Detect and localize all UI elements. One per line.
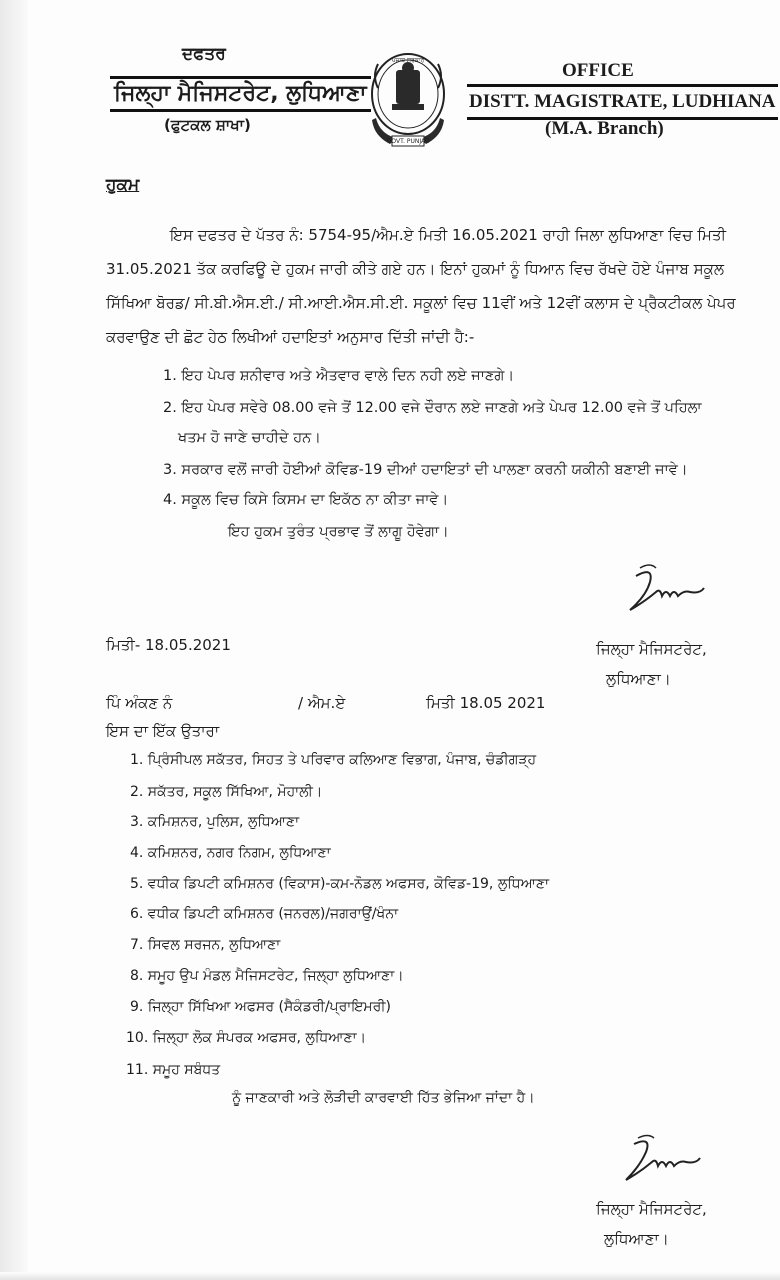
order-date: ਮਿਤੀ- 18.05.2021 bbox=[106, 636, 231, 654]
condition-item-continued: ਖਤਮ ਹੋ ਜਾਣੇ ਚਾਹੀਦੇ ਹਨ। bbox=[178, 430, 321, 446]
signature-mark bbox=[620, 562, 710, 622]
recipient-item: 1. ਪ੍ਰਿੰਸੀਪਲ ਸਕੱਤਰ, ਸਿਹਤ ਤੇ ਪਰਿਵਾਰ ਕਲਿਆਣ ਵਿਭਾਗ, ਪੰਜਾਬ, ਚੰਡੀਗੜ੍ਹ bbox=[130, 752, 537, 768]
office-label-pa: ਦਫਤਰ bbox=[182, 44, 226, 64]
endorsement-date: ਮਿਤੀ 18.05 2021 bbox=[426, 694, 546, 712]
order-heading: ਹੁਕਮ bbox=[106, 175, 140, 195]
recipient-item: 6. ਵਧੀਕ ਡਿਪਟੀ ਕਮਿਸ਼ਨਰ (ਜਨਰਲ)/ਜਗਰਾਉਂ/ਖੰਨਾ bbox=[130, 906, 399, 922]
copy-forwarded-line: ਇਸ ਦਾ ਇੱਕ ਉਤਾਰਾ bbox=[106, 722, 220, 740]
recipient-item: 7. ਸਿਵਲ ਸਰਜਨ, ਲੁਧਿਆਣਾ bbox=[130, 937, 281, 953]
recipient-item: 3. ਕਮਿਸ਼ਨਰ, ਪੁਲਿਸ, ਲੁਧਿਆਣਾ bbox=[130, 814, 300, 830]
condition-item: 1. ਇਹ ਪੇਪਰ ਸ਼ਨੀਵਾਰ ਅਤੇ ਐਤਵਾਰ ਵਾਲੇ ਦਿਨ ਨਹੀ ਲਏ ਜਾਣਗੇ। bbox=[163, 368, 515, 384]
recipient-item: 11. ਸਮੂਹ ਸਬੰਧਤ bbox=[126, 1062, 221, 1078]
paragraph-line: ਇਸ ਦਫਤਰ ਦੇ ਪੱਤਰ ਨੰ: 5754-95/ਐਮ.ਏ ਮਿਤੀ 16.05.2021 ਰਾਹੀ ਜਿਲਾ ਲੁਧਿਆਣਾ ਵਿਚ ਮਿਤੀ bbox=[170, 226, 727, 244]
office-label-en: OFFICE bbox=[562, 60, 634, 81]
recipient-item: 2. ਸਕੱਤਰ, ਸਕੂਲ ਸਿੱਖਿਆ, ਮੋਹਾਲੀ। bbox=[130, 784, 323, 800]
signatory-designation: ਜਿਲ੍ਹਾ ਮੈਜਿਸਟਰੇਟ, bbox=[596, 640, 707, 658]
signatory-district: ਲੁਧਿਆਣਾ। bbox=[604, 1230, 669, 1248]
emblem-top-text: ਪੰਜਾਬ ਸਰਕਾਰ bbox=[391, 57, 425, 64]
condition-item: 4. ਸਕੂਲ ਵਿਚ ਕਿਸੇ ਕਿਸਮ ਦਾ ਇਕੱਠ ਨਾ ਕੀਤਾ ਜਾਵੇ। bbox=[163, 492, 449, 508]
order-paragraph bbox=[106, 218, 736, 354]
recipient-item: 9. ਜਿਲ੍ਹਾ ਸਿੱਖਿਆ ਅਫਸਰ (ਸੈਕੰਡਰੀ/ਪ੍ਰਾਇਮਰੀ) bbox=[130, 999, 391, 1015]
paragraph-line: 31.05.2021 ਤੱਕ ਕਰਫਿਊ ਦੇ ਹੁਕਮ ਜਾਰੀ ਕੀਤੇ ਗਏ ਹਨ। ਇਨਾਂ ਹੁਕਮਾਂ ਨੂੰ ਧਿਆਨ ਵਿਚ ਰੱਖਦੇ ਹੋਏ ਪੰਜਾਬ ਸਕੂਲ bbox=[106, 260, 725, 278]
paragraph-line: ਸਿੱਖਿਆ ਬੋਰਡ/ ਸੀ.ਬੀ.ਐਸ.ਈ./ ਸੀ.ਆਈ.ਐਸ.ਸੀ.ਈ. ਸਕੂਲਾਂ ਵਿਚ 11ਵੀਂ ਅਤੇ 12ਵੀਂ ਕਲਾਸ ਦੇ ਪ੍ਰੈਕਟੀਕਲ ਪੇਪਰ bbox=[106, 294, 736, 312]
signature-mark bbox=[616, 1134, 706, 1194]
paragraph-line: ਕਰਵਾਉਣ ਦੀ ਛੋਟ ਹੇਠ ਲਿਖੀਆਂ ਹਦਾਇਤਾਂ ਅਨੁਸਾਰ ਦਿੱਤੀ ਜਾਂਦੀ ਹੈ:- bbox=[106, 328, 475, 346]
office-title-en: DISTT. MAGISTRATE, LUDHIANA bbox=[467, 84, 778, 120]
recipient-item: 4. ਕਮਿਸ਼ਨਰ, ਨਗਰ ਨਿਗਮ, ਲੁਧਿਆਣਾ bbox=[130, 845, 331, 861]
condition-item: 2. ਇਹ ਪੇਪਰ ਸਵੇਰੇ 08.00 ਵਜੇ ਤੋਂ 12.00 ਵਜੇ ਦੌਰਾਨ ਲਏ ਜਾਣਗੇ ਅਤੇ ਪੇਪਰ 12.00 ਵਜੇ ਤੋਂ ਪਹਿਲਾ bbox=[163, 400, 702, 416]
branch-label-pa: (ਫੁਟਕਲ ਸ਼ਾਖਾ) bbox=[164, 116, 251, 134]
emblem-banner-text: GOVT. PUNJAB bbox=[386, 138, 430, 145]
recipient-item: 10. ਜਿਲ੍ਹਾ ਲੋਕ ਸੰਪਰਕ ਅਫਸਰ, ਲੁਧਿਆਣਾ। bbox=[126, 1030, 367, 1046]
signatory-designation: ਜਿਲ੍ਹਾ ਮੈਜਿਸਟਰੇਟ, bbox=[596, 1200, 707, 1218]
condition-item: 3. ਸਰਕਾਰ ਵਲੋਂ ਜਾਰੀ ਹੋਈਆਂ ਕੋਵਿਡ-19 ਦੀਆਂ ਹਦਾਇਤਾਂ ਦੀ ਪਾਲਣਾ ਕਰਨੀ ਯਕੀਨੀ ਬਣਾਈ ਜਾਵੇ। bbox=[163, 462, 688, 478]
recipient-item: 5. ਵਧੀਕ ਡਿਪਟੀ ਕਮਿਸ਼ਨਰ (ਵਿਕਾਸ)-ਕਮ-ਨੋਡਲ ਅਫਸਰ, ਕੋਵਿਡ-19, ਲੁਧਿਆਣਾ bbox=[130, 876, 549, 892]
state-emblem-icon bbox=[366, 48, 450, 150]
page-left-shadow bbox=[0, 0, 28, 1280]
page-bottom-shadow bbox=[0, 1272, 780, 1280]
endorsement-branch-code: / ਐਮ.ਏ bbox=[298, 694, 346, 712]
branch-label-en: (M.A. Branch) bbox=[545, 118, 664, 139]
closing-line: ਨੂੰ ਜਾਣਕਾਰੀ ਅਤੇ ਲੋੜੀਦੀ ਕਾਰਵਾਈ ਹਿੱਤ ਭੇਜਿਆ ਜਾਂਦਾ ਹੈ। bbox=[232, 1090, 535, 1106]
recipient-item: 8. ਸਮੂਹ ਉਪ ਮੰਡਲ ਮੈਜਿਸਟਰੇਟ, ਜਿਲ੍ਹਾ ਲੁਧਿਆਣਾ। bbox=[130, 968, 404, 984]
endorsement-number-label: ਪਿੰ ਅੰਕਣ ਨੰ bbox=[106, 694, 173, 712]
signatory-district: ਲੁਧਿਆਣਾ। bbox=[606, 670, 671, 688]
order-effect-line: ਇਹ ਹੁਕਮ ਤੁਰੰਤ ਪ੍ਰਭਾਵ ਤੋਂ ਲਾਗੂ ਹੋਵੇਗਾ। bbox=[228, 524, 449, 540]
office-title-pa: ਜਿਲ੍ਹਾ ਮੈਜਿਸਟਰੇਟ, ਲੁਧਿਆਣਾ bbox=[110, 76, 371, 112]
